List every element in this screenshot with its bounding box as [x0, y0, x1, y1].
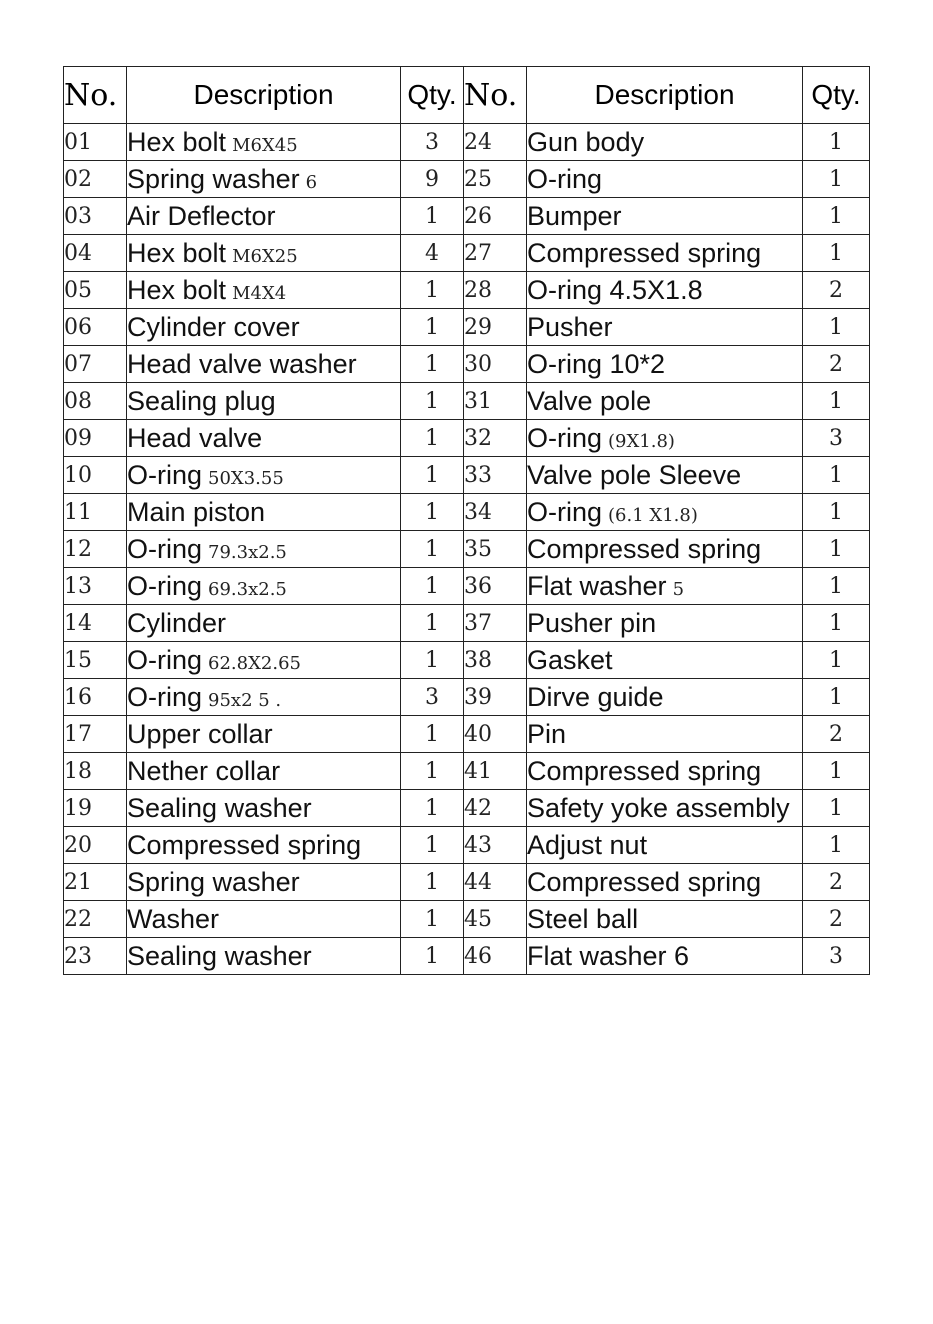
- part-spec: 50X3.55: [208, 467, 284, 489]
- part-description: [127, 235, 401, 272]
- part-number: 04: [64, 235, 127, 272]
- part-name: Nether collar: [127, 755, 281, 786]
- part-name: Safety yoke assembly: [527, 792, 790, 823]
- part-description: [527, 235, 803, 272]
- part-qty: 1: [401, 457, 464, 494]
- part-number: 12: [64, 531, 127, 568]
- part-name: Cylinder: [127, 607, 227, 638]
- part-description: [527, 864, 803, 901]
- table-row: [64, 716, 870, 753]
- part-number: 34: [464, 494, 527, 531]
- part-number: 08: [64, 383, 127, 420]
- part-qty: 1: [803, 642, 870, 679]
- part-qty: 1: [401, 383, 464, 420]
- part-number: 45: [464, 901, 527, 938]
- part-number: 37: [464, 605, 527, 642]
- part-number: 05: [64, 272, 127, 309]
- table-row: [64, 124, 870, 161]
- table-row: [64, 309, 870, 346]
- part-number: 25: [464, 161, 527, 198]
- part-qty: 1: [803, 235, 870, 272]
- part-spec: 5: [672, 578, 685, 600]
- part-number: 46: [464, 938, 527, 975]
- part-description: [127, 383, 401, 420]
- part-qty: 1: [803, 568, 870, 605]
- part-name: Sealing plug: [127, 385, 276, 416]
- part-number: 11: [64, 494, 127, 531]
- table-row: [64, 568, 870, 605]
- part-name: O-ring: [127, 533, 203, 564]
- part-description: [127, 864, 401, 901]
- part-description: [127, 605, 401, 642]
- part-description: [527, 124, 803, 161]
- part-qty: 1: [401, 531, 464, 568]
- part-spec: 6: [305, 171, 318, 193]
- part-name: Compressed spring: [527, 866, 762, 897]
- part-number: 32: [464, 420, 527, 457]
- part-description: [527, 309, 803, 346]
- part-name: Hex bolt: [127, 126, 227, 157]
- part-qty: 1: [401, 568, 464, 605]
- table-row: [64, 605, 870, 642]
- part-description: [527, 531, 803, 568]
- part-number: 14: [64, 605, 127, 642]
- part-number: 20: [64, 827, 127, 864]
- part-number: 41: [464, 753, 527, 790]
- part-qty: 1: [401, 346, 464, 383]
- part-name: Valve pole: [527, 385, 652, 416]
- part-number: 40: [464, 716, 527, 753]
- part-spec: M6X25: [232, 245, 298, 267]
- table-row: [64, 161, 870, 198]
- part-description: [527, 568, 803, 605]
- part-qty: 1: [401, 642, 464, 679]
- part-number: 19: [64, 790, 127, 827]
- part-name: Flat washer: [527, 570, 667, 601]
- part-spec: M4X4: [232, 282, 287, 304]
- part-spec: 69.3x2.5: [208, 578, 287, 600]
- part-name: O-ring: [527, 422, 603, 453]
- part-number: 30: [464, 346, 527, 383]
- part-qty: 1: [401, 753, 464, 790]
- part-description: [127, 753, 401, 790]
- table-row: [64, 864, 870, 901]
- part-name: O-ring: [527, 163, 603, 194]
- header-qty-right: Qty.: [803, 67, 870, 124]
- part-qty: 1: [803, 531, 870, 568]
- part-name: Compressed spring: [527, 533, 762, 564]
- part-qty: 1: [803, 124, 870, 161]
- part-number: 43: [464, 827, 527, 864]
- part-description: [127, 716, 401, 753]
- table-row: [64, 457, 870, 494]
- part-number: 36: [464, 568, 527, 605]
- part-qty: 1: [803, 161, 870, 198]
- part-name: O-ring: [527, 496, 603, 527]
- part-number: 02: [64, 161, 127, 198]
- part-description: [127, 124, 401, 161]
- table-row: [64, 383, 870, 420]
- part-description: [127, 901, 401, 938]
- part-qty: 1: [803, 309, 870, 346]
- part-qty: 9: [401, 161, 464, 198]
- part-name: Flat washer 6: [527, 940, 690, 971]
- part-number: 01: [64, 124, 127, 161]
- part-qty: 1: [803, 753, 870, 790]
- part-description: [527, 753, 803, 790]
- part-qty: 1: [401, 938, 464, 975]
- part-description: [527, 679, 803, 716]
- part-number: 10: [64, 457, 127, 494]
- part-description: [527, 198, 803, 235]
- part-qty: 1: [401, 198, 464, 235]
- part-name: Gun body: [527, 126, 645, 157]
- part-description: [527, 161, 803, 198]
- table-row: [64, 420, 870, 457]
- part-qty: 1: [803, 457, 870, 494]
- part-qty: 3: [803, 420, 870, 457]
- part-description: [127, 346, 401, 383]
- part-description: [127, 494, 401, 531]
- table-row: [64, 901, 870, 938]
- header-description-left: Description: [127, 67, 401, 124]
- part-name: O-ring: [127, 681, 203, 712]
- part-name: Sealing washer: [127, 792, 312, 823]
- part-qty: 1: [401, 901, 464, 938]
- part-number: 23: [64, 938, 127, 975]
- part-spec: (6.1 X1.8): [608, 504, 698, 526]
- part-name: O-ring: [127, 459, 203, 490]
- part-name: Washer: [127, 903, 220, 934]
- part-description: [527, 420, 803, 457]
- table-row: [64, 272, 870, 309]
- part-description: [527, 901, 803, 938]
- part-number: 21: [64, 864, 127, 901]
- part-description: [127, 272, 401, 309]
- part-qty: 1: [803, 679, 870, 716]
- blank-area: [0, 960, 933, 1324]
- header-no-right: No.: [464, 67, 527, 124]
- part-number: 17: [64, 716, 127, 753]
- part-name: Upper collar: [127, 718, 273, 749]
- part-number: 26: [464, 198, 527, 235]
- table-row: [64, 827, 870, 864]
- part-number: 27: [464, 235, 527, 272]
- table-row: [64, 679, 870, 716]
- part-description: [127, 198, 401, 235]
- part-qty: 3: [401, 679, 464, 716]
- part-name: O-ring 4.5X1.8: [527, 274, 703, 305]
- part-description: [527, 790, 803, 827]
- part-name: Main piston: [127, 496, 266, 527]
- part-number: 07: [64, 346, 127, 383]
- part-description: [127, 679, 401, 716]
- part-number: 29: [464, 309, 527, 346]
- part-name: Spring washer: [127, 866, 300, 897]
- part-spec: M6X45: [232, 134, 298, 156]
- part-description: [527, 642, 803, 679]
- part-name: O-ring 10*2: [527, 348, 666, 379]
- part-description: [127, 827, 401, 864]
- part-qty: 1: [803, 605, 870, 642]
- part-name: Steel ball: [527, 903, 639, 934]
- header-description-right: Description: [527, 67, 803, 124]
- table-row: [64, 346, 870, 383]
- part-description: [527, 383, 803, 420]
- part-description: [127, 457, 401, 494]
- part-name: Hex bolt: [127, 274, 227, 305]
- table-header: [64, 67, 870, 124]
- part-qty: 1: [803, 790, 870, 827]
- table-row: [64, 642, 870, 679]
- part-qty: 1: [401, 494, 464, 531]
- part-qty: 1: [401, 827, 464, 864]
- part-name: Bumper: [527, 200, 622, 231]
- part-qty: 4: [401, 235, 464, 272]
- part-number: 16: [64, 679, 127, 716]
- part-spec: 95x2 5 .: [208, 689, 282, 711]
- part-qty: 1: [401, 605, 464, 642]
- header-qty-left: Qty.: [401, 67, 464, 124]
- part-name: Compressed spring: [127, 829, 362, 860]
- part-number: 39: [464, 679, 527, 716]
- part-name: Sealing washer: [127, 940, 312, 971]
- part-description: [527, 827, 803, 864]
- part-description: [127, 309, 401, 346]
- part-qty: 1: [803, 827, 870, 864]
- part-number: 09: [64, 420, 127, 457]
- part-name: Head valve washer: [127, 348, 357, 379]
- table-row: [64, 753, 870, 790]
- part-name: Air Deflector: [127, 200, 276, 231]
- part-name: O-ring: [127, 570, 203, 601]
- part-number: 28: [464, 272, 527, 309]
- part-number: 35: [464, 531, 527, 568]
- part-name: Adjust nut: [527, 829, 648, 860]
- part-name: O-ring: [127, 644, 203, 675]
- part-qty: 3: [803, 938, 870, 975]
- part-name: Hex bolt: [127, 237, 227, 268]
- part-number: 22: [64, 901, 127, 938]
- part-description: [527, 272, 803, 309]
- header-row: [64, 67, 870, 124]
- part-number: 15: [64, 642, 127, 679]
- part-description: [127, 161, 401, 198]
- part-name: Spring washer: [127, 163, 300, 194]
- table-row: [64, 494, 870, 531]
- part-description: [527, 457, 803, 494]
- part-description: [127, 531, 401, 568]
- part-number: 06: [64, 309, 127, 346]
- part-description: [527, 346, 803, 383]
- table-row: [64, 235, 870, 272]
- part-qty: 1: [803, 494, 870, 531]
- table-row: [64, 198, 870, 235]
- part-qty: 2: [803, 864, 870, 901]
- part-name: Cylinder cover: [127, 311, 300, 342]
- part-name: Pusher: [527, 311, 613, 342]
- part-qty: 3: [401, 124, 464, 161]
- part-name: Pusher pin: [527, 607, 657, 638]
- header-no-left: No.: [64, 67, 127, 124]
- part-number: 44: [464, 864, 527, 901]
- part-name: Pin: [527, 718, 567, 749]
- part-number: 38: [464, 642, 527, 679]
- part-description: [127, 642, 401, 679]
- part-qty: 2: [803, 346, 870, 383]
- part-name: Valve pole Sleeve: [527, 459, 742, 490]
- part-description: [127, 568, 401, 605]
- part-qty: 1: [401, 864, 464, 901]
- part-number: 42: [464, 790, 527, 827]
- part-qty: 2: [803, 272, 870, 309]
- part-qty: 1: [401, 790, 464, 827]
- part-name: Compressed spring: [527, 237, 762, 268]
- part-description: [527, 605, 803, 642]
- table-row: [64, 790, 870, 827]
- table-body: [64, 124, 870, 975]
- part-qty: 1: [803, 198, 870, 235]
- part-number: 33: [464, 457, 527, 494]
- part-qty: 1: [401, 420, 464, 457]
- part-number: 03: [64, 198, 127, 235]
- part-spec: (9X1.8): [608, 430, 675, 452]
- parts-table: [63, 66, 870, 975]
- part-description: [527, 494, 803, 531]
- part-qty: 1: [401, 309, 464, 346]
- part-number: 24: [464, 124, 527, 161]
- part-number: 13: [64, 568, 127, 605]
- part-qty: 1: [401, 272, 464, 309]
- part-description: [127, 790, 401, 827]
- part-number: 31: [464, 383, 527, 420]
- part-spec: 79.3x2.5: [208, 541, 287, 563]
- part-description: [127, 420, 401, 457]
- part-name: Head valve: [127, 422, 263, 453]
- part-qty: 2: [803, 901, 870, 938]
- part-qty: 1: [803, 383, 870, 420]
- part-spec: 62.8X2.65: [208, 652, 301, 674]
- part-name: Gasket: [527, 644, 613, 675]
- table-row: [64, 531, 870, 568]
- part-qty: 1: [401, 716, 464, 753]
- part-description: [527, 716, 803, 753]
- part-qty: 2: [803, 716, 870, 753]
- part-name: Dirve guide: [527, 681, 664, 712]
- part-number: 18: [64, 753, 127, 790]
- part-name: Compressed spring: [527, 755, 762, 786]
